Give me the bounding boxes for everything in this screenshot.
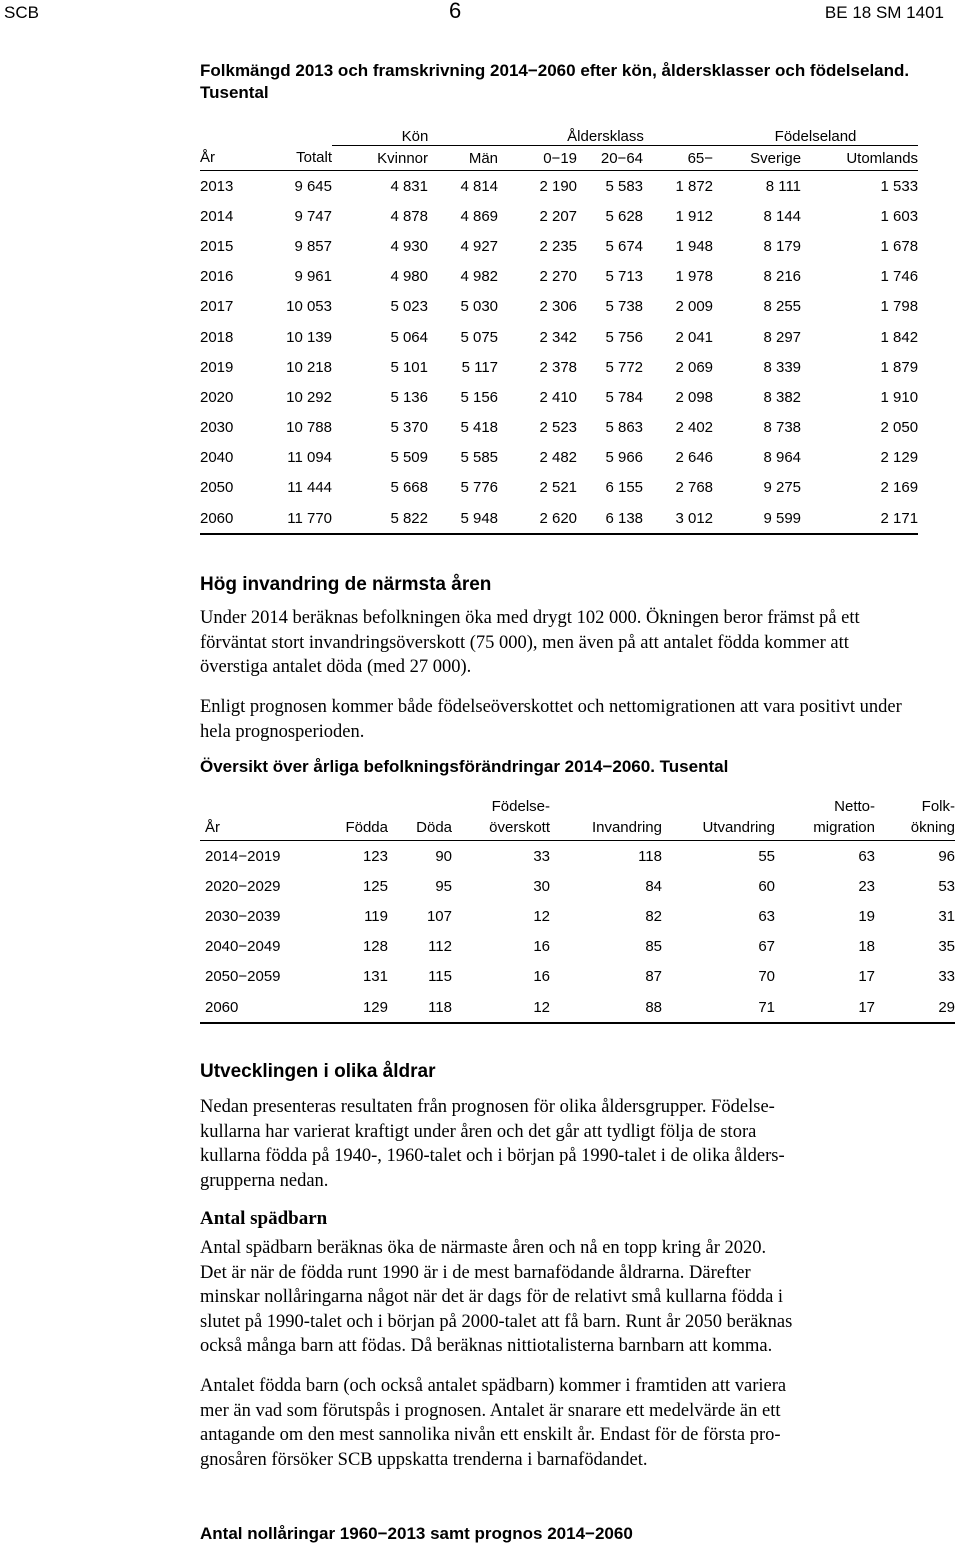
table-row [200, 201, 918, 231]
table-cell: 1 746 [880, 268, 919, 286]
table-cell: 4 980 [390, 268, 428, 286]
row-label: 2019 [200, 358, 234, 376]
table-cell: 10 292 [286, 388, 332, 406]
table-cell: 4 878 [390, 207, 428, 225]
table-cell: 71 [662, 992, 775, 1023]
table-cell: 87 [645, 968, 662, 986]
table-cell: 5 418 [460, 419, 499, 437]
table-cell: 2 171 [801, 503, 918, 534]
table-row [200, 413, 918, 443]
row-label: 2015 [200, 237, 234, 255]
table-cell: 4 869 [460, 207, 499, 225]
col2-folkokning-line2: ökning [910, 819, 955, 836]
table-cell: 2 169 [880, 479, 919, 497]
table-cell: 10 218 [286, 358, 332, 376]
table-cell: 5 136 [390, 388, 428, 406]
table-cell: 6 155 [605, 479, 644, 497]
table-cell: 8 382 [763, 388, 802, 406]
text-line: också många barn att födas. Då beräknas nittiotalisterna barnbarn att komma. [200, 1336, 773, 1356]
table-cell: 123 [362, 847, 388, 865]
table-cell: 1 910 [880, 388, 919, 406]
table-row [200, 503, 918, 534]
table-cell: 1 912 [675, 207, 714, 225]
table-cell: 2 521 [539, 479, 578, 497]
col-65: 65− [643, 146, 713, 171]
table-row [200, 473, 918, 503]
table1-column-header [200, 146, 918, 171]
row-label: 2018 [200, 328, 234, 346]
table-cell: 9 747 [294, 207, 332, 225]
table-cell: 3 012 [643, 503, 713, 534]
col-20-64: 20−64 [577, 146, 643, 171]
header-report-id: BE 18 SM 1401 [824, 3, 944, 22]
table-cell: 2 050 [880, 419, 919, 437]
row-label: 2014−2019 [205, 847, 281, 865]
table-cell: 2 482 [539, 449, 578, 467]
table-row [200, 871, 955, 901]
table-cell: 1 879 [880, 358, 919, 376]
col2-nettomigration-line1: Netto- [834, 798, 875, 815]
table-row [200, 841, 955, 872]
table-row [200, 322, 918, 352]
table-cell: 60 [758, 877, 775, 895]
table-row [200, 171, 918, 202]
table-cell: 2 069 [675, 358, 714, 376]
col-0-19: 0−19 [498, 146, 577, 171]
col2-doda: Döda [388, 792, 452, 841]
table-cell: 5 772 [605, 358, 644, 376]
table-cell: 11 094 [287, 449, 332, 467]
table-cell: 53 [938, 877, 955, 895]
table-cell: 2 410 [539, 388, 578, 406]
table-cell: 1 533 [880, 177, 919, 195]
table-cell: 5 863 [605, 419, 644, 437]
col2-utvandring: Utvandring [662, 792, 775, 841]
table-cell: 5 948 [428, 503, 498, 534]
table-cell: 9 961 [294, 268, 332, 286]
text-line: slutet på 1990-talet och i början på 2000-talet att få barn. Runt år 2050 beräknas [200, 1311, 793, 1332]
col2-nettomigration [775, 792, 875, 841]
table-cell: 9 599 [713, 503, 801, 534]
table-cell: 5 101 [390, 358, 428, 376]
table-cell: 19 [858, 907, 875, 925]
table-cell: 1 948 [675, 237, 714, 255]
row-label: 2050 [200, 479, 234, 497]
col-man: Män [428, 146, 498, 171]
row-label: 2016 [200, 268, 234, 286]
table-cell: 8 144 [763, 207, 802, 225]
table-row [200, 231, 918, 261]
table-cell: 29 [875, 992, 955, 1023]
table-cell: 63 [758, 907, 775, 925]
table1-body [200, 171, 918, 535]
table-cell: 96 [938, 847, 955, 865]
table-row [200, 382, 918, 412]
text-line: minskar nollåringarna något när det är dags för de relativt små kullarna födda i [200, 1287, 784, 1307]
table-cell: 1 603 [880, 207, 919, 225]
col-utomlands: Utomlands [801, 146, 918, 171]
table-cell: 129 [318, 992, 388, 1023]
table-cell: 33 [938, 968, 955, 986]
row-label: 2017 [200, 298, 234, 316]
table2-body [200, 841, 955, 1024]
table-cell: 5 776 [460, 479, 499, 497]
changes-table [200, 792, 955, 1024]
table-row [200, 292, 918, 322]
table-cell: 2 190 [539, 177, 578, 195]
population-table [200, 120, 918, 535]
col-kvinnor: Kvinnor [332, 146, 428, 171]
table-cell: 5 156 [460, 388, 499, 406]
row-label: 2030 [200, 419, 234, 437]
table-cell: 2 402 [675, 419, 714, 437]
table2-title: Översikt över årliga befolkningsförändringar 2014−2060. Tusental [200, 757, 729, 776]
figure-title: Antal nollåringar 1960−2013 samt prognos 2014−2060 [200, 1524, 633, 1543]
text-line: Det är när de födda runt 1990 är i de mest barnafödande åldrarna. Därefter [200, 1262, 751, 1283]
table-cell: 8 339 [763, 358, 802, 376]
group-fodelseland: Födelseland [713, 120, 918, 146]
table-cell: 5 628 [605, 207, 644, 225]
table-cell: 5 738 [605, 298, 644, 316]
table-cell: 2 620 [498, 503, 577, 534]
table-cell: 2 129 [880, 449, 919, 467]
table-cell: 2 207 [539, 207, 578, 225]
row-label: 2060 [200, 992, 318, 1023]
table-cell: 118 [388, 992, 452, 1023]
table-cell: 119 [364, 907, 388, 925]
text-line: Antal spädbarn beräknas öka de närmaste åren och nå en topp kring år 2020. [200, 1238, 767, 1258]
table-cell: 6 138 [577, 503, 643, 534]
table-cell: 1 678 [880, 237, 919, 255]
table-row [200, 901, 955, 931]
table-cell: 10 788 [286, 419, 332, 437]
row-label: 2030−2039 [205, 907, 281, 925]
row-label: 2014 [200, 207, 234, 225]
table-cell: 4 814 [460, 177, 499, 195]
col-ar: År [200, 146, 252, 171]
table-cell: 8 111 [765, 177, 802, 195]
table-cell: 2 342 [539, 328, 578, 346]
table-cell: 5 023 [390, 298, 428, 316]
table-cell: 125 [362, 877, 388, 895]
page-number: 6 [449, 0, 462, 23]
table-cell: 5 674 [605, 237, 644, 255]
table-cell: 5 822 [332, 503, 428, 534]
section2-paragraph-3 [200, 1374, 920, 1472]
text-line: kullarna födda på 1940-, 1960-talet och i början på 1990-talet i de olika ålders- [200, 1146, 785, 1166]
table-cell: 128 [362, 938, 388, 956]
table1-group-header [200, 120, 918, 146]
table-cell: 16 [533, 938, 550, 956]
table-cell: 5 784 [605, 388, 644, 406]
col-sverige: Sverige [713, 146, 801, 171]
table-cell: 8 964 [763, 449, 802, 467]
table-cell: 12 [533, 907, 550, 925]
table-cell: 90 [435, 847, 452, 865]
table-cell: 2 009 [675, 298, 714, 316]
section2-heading: Utvecklingen i olika åldrar [200, 1061, 436, 1082]
section2-paragraph-2 [200, 1236, 920, 1359]
col-totalt: Totalt [252, 146, 332, 171]
table-cell: 8 216 [763, 268, 802, 286]
table-cell: 4 982 [460, 268, 499, 286]
table-cell: 31 [938, 907, 955, 925]
table-cell: 1 978 [675, 268, 714, 286]
table-cell: 5 668 [390, 479, 428, 497]
table-cell: 2 270 [539, 268, 578, 286]
row-label: 2013 [200, 177, 234, 195]
table-cell: 115 [428, 968, 452, 986]
table-cell: 2 235 [539, 237, 578, 255]
col2-fodda: Födda [318, 792, 388, 841]
row-label: 2020 [200, 388, 234, 406]
table-cell: 10 139 [286, 328, 332, 346]
col2-ar: År [200, 792, 318, 841]
table-cell: 1 872 [675, 177, 714, 195]
table-cell: 85 [645, 938, 662, 956]
table1-title: Folkmängd 2013 och framskrivning 2014−2060 efter kön, åldersklasser och födelseland. Tusental [200, 61, 910, 102]
text-line: gnosåren försöker SCB uppskatta trenderna i barnafödandet. [200, 1449, 648, 1470]
table-cell: 11 770 [252, 503, 332, 534]
table-cell: 1 798 [880, 298, 919, 316]
col2-fodelseoverskott [452, 792, 550, 841]
table-cell: 8 738 [763, 419, 802, 437]
table-cell: 23 [858, 877, 875, 895]
table-cell: 9 275 [763, 479, 802, 497]
table-cell: 17 [775, 992, 875, 1023]
table-cell: 118 [638, 847, 662, 865]
table-cell: 131 [362, 968, 388, 986]
table-row [200, 992, 955, 1023]
table-cell: 70 [758, 968, 775, 986]
table-cell: 95 [435, 877, 452, 895]
table-cell: 9 645 [294, 177, 332, 195]
table-cell: 88 [550, 992, 662, 1023]
table-cell: 1 842 [880, 328, 919, 346]
table-cell: 112 [428, 938, 452, 956]
table-cell: 4 831 [390, 177, 428, 195]
table-cell: 5 966 [605, 449, 644, 467]
table-cell: 33 [533, 847, 550, 865]
section1-paragraph-2: Enligt prognosen kommer både födelseöverskottet och nettomigrationen att vara positivt under hela prognosperioden. [200, 697, 902, 742]
table-cell: 2 306 [539, 298, 578, 316]
text-line: mer än vad som förutspås i prognosen. Antalet är snarare ett medelvärde än ett [200, 1400, 781, 1421]
table-cell: 30 [533, 877, 550, 895]
group-aldersklass: Åldersklass [498, 120, 713, 146]
text-line: grupperna nedan. [200, 1170, 329, 1191]
table-row [200, 262, 918, 292]
table-cell: 5 713 [605, 268, 644, 286]
text-line: antagande om den mest sannolika nivån ett enskilt år. Endast för de första pro- [200, 1425, 781, 1445]
table-row [200, 932, 955, 962]
table-cell: 2 041 [675, 328, 714, 346]
table-cell: 5 509 [390, 449, 428, 467]
group-kon: Kön [332, 120, 498, 146]
table-cell: 10 053 [286, 298, 332, 316]
table-cell: 5 370 [390, 419, 428, 437]
table-cell: 18 [858, 938, 875, 956]
table-row [200, 352, 918, 382]
col2-fodelseoverskott-line2: överskott [489, 819, 550, 836]
col2-fodelseoverskott-line1: Födelse- [491, 798, 550, 815]
table-cell: 67 [758, 938, 775, 956]
row-label: 2040 [200, 449, 234, 467]
col2-folkokning [875, 792, 955, 841]
table-cell: 8 297 [763, 328, 802, 346]
col2-invandring: Invandring [550, 792, 662, 841]
table-cell: 2 768 [675, 479, 714, 497]
table2-column-header [200, 792, 955, 841]
table-cell: 2 098 [675, 388, 714, 406]
table-cell: 5 064 [390, 328, 428, 346]
table-cell: 16 [533, 968, 550, 986]
table-cell: 5 756 [605, 328, 644, 346]
table-cell: 2 646 [675, 449, 714, 467]
table-cell: 12 [452, 992, 550, 1023]
section1-heading: Hög invandring de närmsta åren [200, 574, 492, 595]
row-label: 2050−2059 [205, 968, 281, 986]
row-label: 2020−2029 [205, 877, 281, 895]
header-org: SCB [4, 3, 39, 22]
section2-paragraph-1 [200, 1095, 920, 1193]
table-cell: 63 [858, 847, 875, 865]
subheading-spadbarn: Antal spädbarn [200, 1208, 328, 1229]
table-cell: 9 857 [294, 237, 332, 255]
table-cell: 2 523 [539, 419, 578, 437]
text-line: kullarna har varierat kraftigt under åren och det går att tydligt följa de stora [200, 1121, 757, 1142]
text-line: Nedan presenteras resultaten från prognosen för olika åldersgrupper. Födelse- [200, 1097, 775, 1117]
table-cell: 8 255 [763, 298, 802, 316]
table-cell: 17 [858, 968, 875, 986]
table-row [200, 962, 955, 992]
table-cell: 2 378 [539, 358, 578, 376]
table-cell: 4 930 [390, 237, 428, 255]
row-label: 2060 [200, 503, 252, 534]
table-cell: 35 [938, 938, 955, 956]
table-cell: 5 075 [460, 328, 499, 346]
table-cell: 5 117 [461, 358, 499, 376]
table-cell: 5 585 [460, 449, 499, 467]
table-cell: 11 444 [287, 479, 332, 497]
page-header [0, 0, 960, 30]
table-row [200, 443, 918, 473]
col2-folkokning-line1: Folk- [921, 798, 955, 815]
table-cell: 8 179 [763, 237, 802, 255]
section1-paragraph-1: Under 2014 beräknas befolkningen öka med drygt 102 000. Ökningen beror främst på ett förväntat stort invandringsöverskott (75 000), men även på att antalet födda kommer att överstiga antalet döda (med 27 000). [200, 608, 860, 677]
table-cell: 84 [645, 877, 662, 895]
text-line: Antalet födda barn (och också antalet spädbarn) kommer i framtiden att variera [200, 1376, 787, 1396]
table-cell: 107 [426, 907, 452, 925]
table-cell: 5 030 [460, 298, 499, 316]
table-cell: 82 [645, 907, 662, 925]
col2-nettomigration-line2: migration [813, 819, 875, 836]
table-cell: 55 [758, 847, 775, 865]
row-label: 2040−2049 [205, 938, 281, 956]
table-cell: 4 927 [460, 237, 499, 255]
table-cell: 5 583 [605, 177, 644, 195]
